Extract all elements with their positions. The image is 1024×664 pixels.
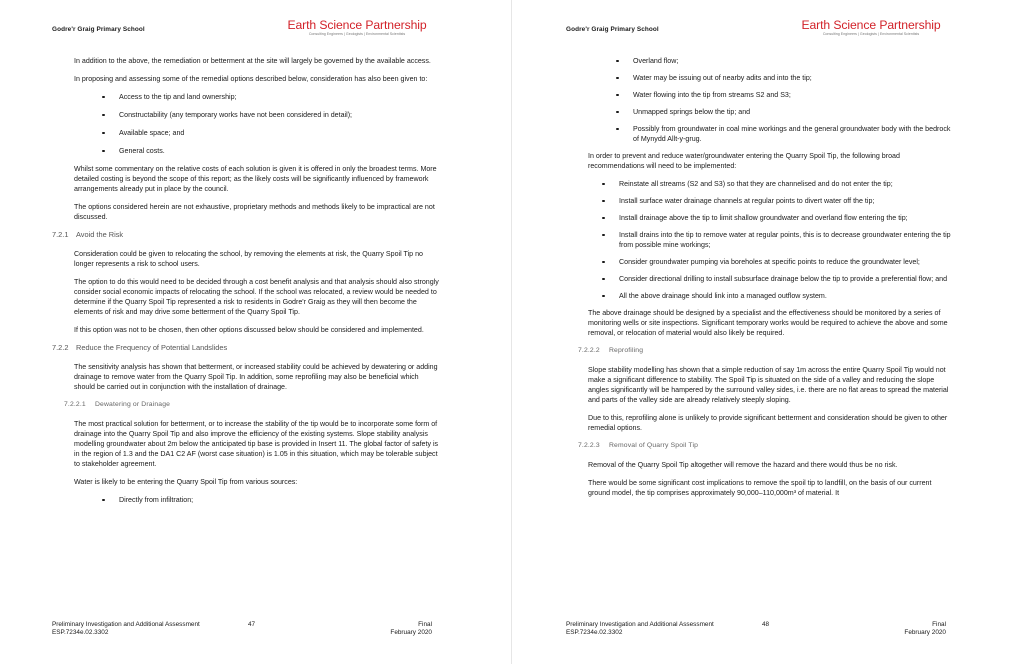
footer-date: February 2020 [390,629,432,636]
list-item: All the above drainage should link into a managed outflow system. [600,291,954,301]
footer-status: Final [418,621,432,628]
list-item: General costs. [100,146,440,156]
footer-status: Final [932,621,946,628]
list-item: Possibly from groundwater in coal mine workings and the general groundwater body with the bedrock of Mynydd Allt-y-grug. [614,124,954,144]
page-48 [512,0,1024,664]
paragraph: If this option was not to be chosen, then other options discussed below should be considered and implemented. [74,326,424,334]
header-school-name: Godre'r Graig Primary School [52,26,145,33]
paragraph: The above drainage should be designed by a specialist and the effectiveness should be monitored by a series of monitoring wells or site inspections. Significant temporary works would be required to achieve the above and some removal, or relocation of material would also likely be required. [588,309,948,337]
paragraph: In proposing and assessing some of the remedial options described below, consideration has also been given to: [74,75,428,83]
company-name: Earth Science Partnership [801,18,941,32]
footer-report-title: Preliminary Investigation and Additional Assessment [566,621,714,628]
paragraph: There would be some significant cost implications to remove the spoil tip to landfill, on the basis of our current ground model, the tip comprises approximately 90,000–110,000m³ of material. It [588,479,932,497]
company-logo [796,18,946,37]
paragraph: Slope stability modelling has shown that a simple reduction of say 1m across the entire Quarry Spoil Tip would not make a significant difference to stability. The Spoil Tip is situated on the side of a valley and reducing the slope angles significantly will be hampered by the surround valley sides, i.e. there are no flat areas to spread the material and parts of the valley side are already relatively steeply sloping. [588,366,949,404]
footer-report-title: Preliminary Investigation and Additional Assessment [52,621,200,628]
paragraph: The sensitivity analysis has shown that betterment, or increased stability could be achieved by dewatering or adding drainage to remove water from the Quarry Spoil Tip. In addition, some reprofiling may also be beneficial which should be carried out in conjunction with the installation of drainage. [74,363,438,391]
list-item: Consider groundwater pumping via boreholes at specific points to reduce the groundwater level; [600,257,954,267]
footer-date: February 2020 [904,629,946,636]
section-heading-7-2-2-1: 7.2.2.1 Dewatering or Drainage [64,401,171,408]
water-sources-list [100,495,440,505]
paragraph: Removal of the Quarry Spoil Tip altogether will remove the hazard and there would thus be no risk. [588,461,898,469]
company-tagline: Consulting Engineers | Geologists | Environmental Scientists [308,32,406,36]
page-number: 47 [248,621,256,628]
recommendations-list [600,179,954,301]
page-47-body [52,56,440,513]
list-item: Available space; and [100,128,440,138]
paragraph: The most practical solution for betterment, or to increase the stability of the tip would be to incorporate some form of drainage into the Quarry Spoil Tip and also improve the efficiency of the existing systems. Slope stability analysis modelling groundwater about 2m below the anticipated tip base is provided in Insert 11. The global factor of safety is in the region of 1.3 and the DA1 C2 AF (worst case situation) is 1.05 in this situation, which may be tolerable subject to stakeholder agreement. [74,420,439,468]
list-item: Directly from infiltration; [100,495,440,505]
water-sources-list [614,56,954,144]
section-heading-7-2-2-3: 7.2.2.3 Removal of Quarry Spoil Tip [578,442,699,449]
list-item: Water flowing into the tip from streams S2 and S3; [614,90,954,100]
list-item: Install drains into the tip to remove water at regular points, this is to decrease groundwater entering the tip from possible mine workings; [600,230,954,250]
company-name: Earth Science Partnership [287,18,427,32]
paragraph: In addition to the above, the remediation or betterment at the site will largely be governed by the available access. [74,57,431,65]
list-item: Consider directional drilling to install subsurface drainage below the tip to provide a preferential flow; and [600,274,954,284]
list-item: Reinstate all streams (S2 and S3) so that they are channelised and do not enter the tip; [600,179,954,189]
paragraph: In order to prevent and reduce water/groundwater entering the Quarry Spoil Tip, the following broad recommendations will need to be implemented: [588,152,900,170]
page-number: 48 [762,621,770,628]
list-item: Access to the tip and land ownership; [100,92,440,102]
list-item: Install surface water drainage channels at regular points to divert water off the tip; [600,196,954,206]
paragraph: The option to do this would need to be decided through a cost benefit analysis and that analysis should also strongly consider social economic impacts of relocating the school. If the school was relocated, a review would be needed to determine if the Quarry Spoil Tip represented a risk to residents in Godre'r Graig as they will then become the elements of risk and may drive some betterment of the Quarry Spoil Tip. [74,278,439,316]
paragraph: Water is likely to be entering the Quarry Spoil Tip from various sources: [74,478,298,486]
list-item: Install drainage above the tip to limit shallow groundwater and overland flow entering the tip; [600,213,954,223]
section-heading-7-2-2-2: 7.2.2.2 Reprofiling [578,347,644,354]
paragraph: Consideration could be given to relocating the school, by removing the elements at risk, the Quarry Spoil Tip no longer represents a risk to school users. [74,250,423,268]
header-school-name: Godre'r Graig Primary School [566,26,659,33]
paragraph: Due to this, reprofiling alone is unlikely to provide significant betterment and consideration should be given to other remedial options. [588,414,948,432]
section-heading-7-2-2: 7.2.2 Reduce the Frequency of Potential Landslides [52,343,228,352]
section-heading-7-2-1: 7.2.1 Avoid the Risk [52,230,124,239]
list-item: Water may be issuing out of nearby adits and into the tip; [614,73,954,83]
list-item: Overland flow; [614,56,954,66]
page-48-body [578,56,954,506]
company-tagline: Consulting Engineers | Geologists | Environmental Scientists [822,32,920,36]
paragraph: Whilst some commentary on the relative costs of each solution is given it is offered in only the broadest terms. More detailed costing is beyond the scope of this report; as the likely costs will be significantly influenced by framework arrangements already put in place by the council. [74,165,437,193]
list-item: Unmapped springs below the tip; and [614,107,954,117]
paragraph: The options considered herein are not exhaustive, proprietary methods and methods likely to be impractical are not discussed. [74,203,435,221]
company-logo [282,18,432,37]
list-item: Constructability (any temporary works have not been considered in detail); [100,110,440,120]
consideration-list [100,92,440,156]
footer-reference: ESP.7234e.02.3302 [52,629,109,636]
footer-reference: ESP.7234e.02.3302 [566,629,623,636]
